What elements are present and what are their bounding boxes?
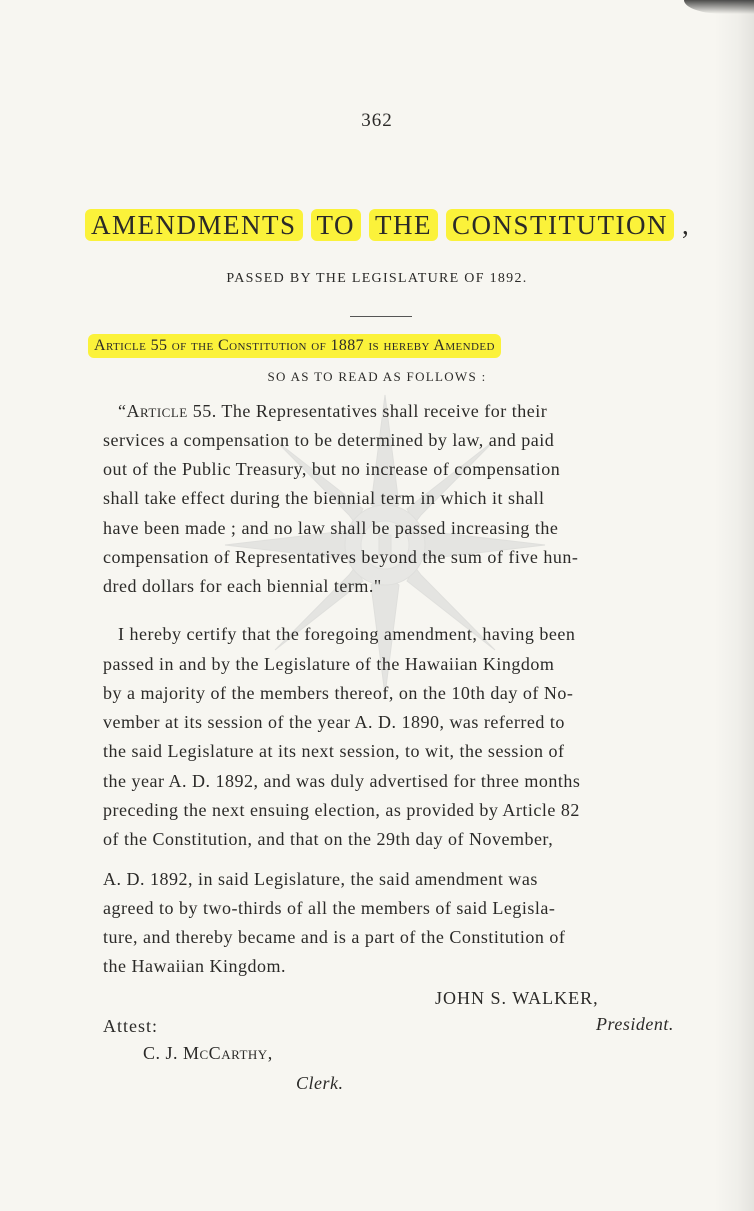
attest-label: Attest: (103, 1016, 158, 1036)
article-line: shall take effect during the biennial term in which it shall (103, 488, 545, 508)
signatory-title: President. (596, 1014, 674, 1034)
certification-line: by a majority of the members thereof, on the 10th day of No- (103, 683, 574, 703)
amendments-title (85, 209, 690, 241)
title-word: THE (369, 209, 438, 241)
clerk-name: C. J. McCarthy, (143, 1043, 273, 1063)
title-comma: , (682, 210, 691, 240)
certification-line: agreed to by two-thirds of all the members of said Legisla- (103, 898, 556, 918)
title-word: AMENDMENTS (85, 209, 303, 241)
subtitle: PASSED BY THE LEGISLATURE OF 1892. (226, 271, 528, 286)
clerk-title: Clerk. (296, 1073, 344, 1093)
article-line: dred dollars for each biennial term." (103, 576, 382, 596)
article-heading (88, 334, 501, 358)
article-line: out of the Public Treasury, but no increase of compensation (103, 459, 561, 479)
certification-line: vember at its session of the year A. D. 1890, was referred to (103, 712, 565, 732)
page-corner-shadow (684, 0, 754, 14)
article-heading-text: Article 55 of the Constitution of 1887 is hereby Amended (88, 334, 501, 358)
certification-line: of the Constitution, and that on the 29th day of November, (103, 829, 554, 849)
certification-line: I hereby certify that the foregoing amendment, having been (118, 624, 576, 644)
open-quote: “ (118, 401, 127, 421)
certification-line: passed in and by the Legislature of the Hawaiian Kingdom (103, 654, 555, 674)
article-paragraph-first-line (118, 401, 547, 422)
article-first-line-rest: 55. The Representatives shall receive for their (187, 401, 548, 421)
article-line: services a compensation to be determined by law, and paid (103, 430, 555, 450)
page-number: 362 (361, 110, 393, 131)
short-divider (350, 316, 412, 317)
title-word: CONSTITUTION (446, 209, 674, 241)
signatory-name: JOHN S. WALKER, (435, 988, 599, 1008)
certification-line: ture, and thereby became and is a part of the Constitution of (103, 927, 566, 947)
certification-line: the year A. D. 1892, and was duly advertised for three months (103, 771, 581, 791)
title-word: TO (311, 209, 362, 241)
article-word: Article (126, 401, 188, 421)
page-edge-shadow (714, 0, 754, 1211)
certification-line: preceding the next ensuing election, as provided by Article 82 (103, 800, 580, 820)
article-heading-sub: SO AS TO READ AS FOLLOWS : (267, 369, 487, 384)
certification-line: the Hawaiian Kingdom. (103, 956, 286, 976)
article-line: compensation of Representatives beyond the sum of five hun- (103, 547, 579, 567)
certification-line: A. D. 1892, in said Legislature, the said amendment was (103, 869, 538, 889)
article-line: have been made ; and no law shall be passed increasing the (103, 518, 559, 538)
certification-line: the said Legislature at its next session, to wit, the session of (103, 741, 565, 761)
